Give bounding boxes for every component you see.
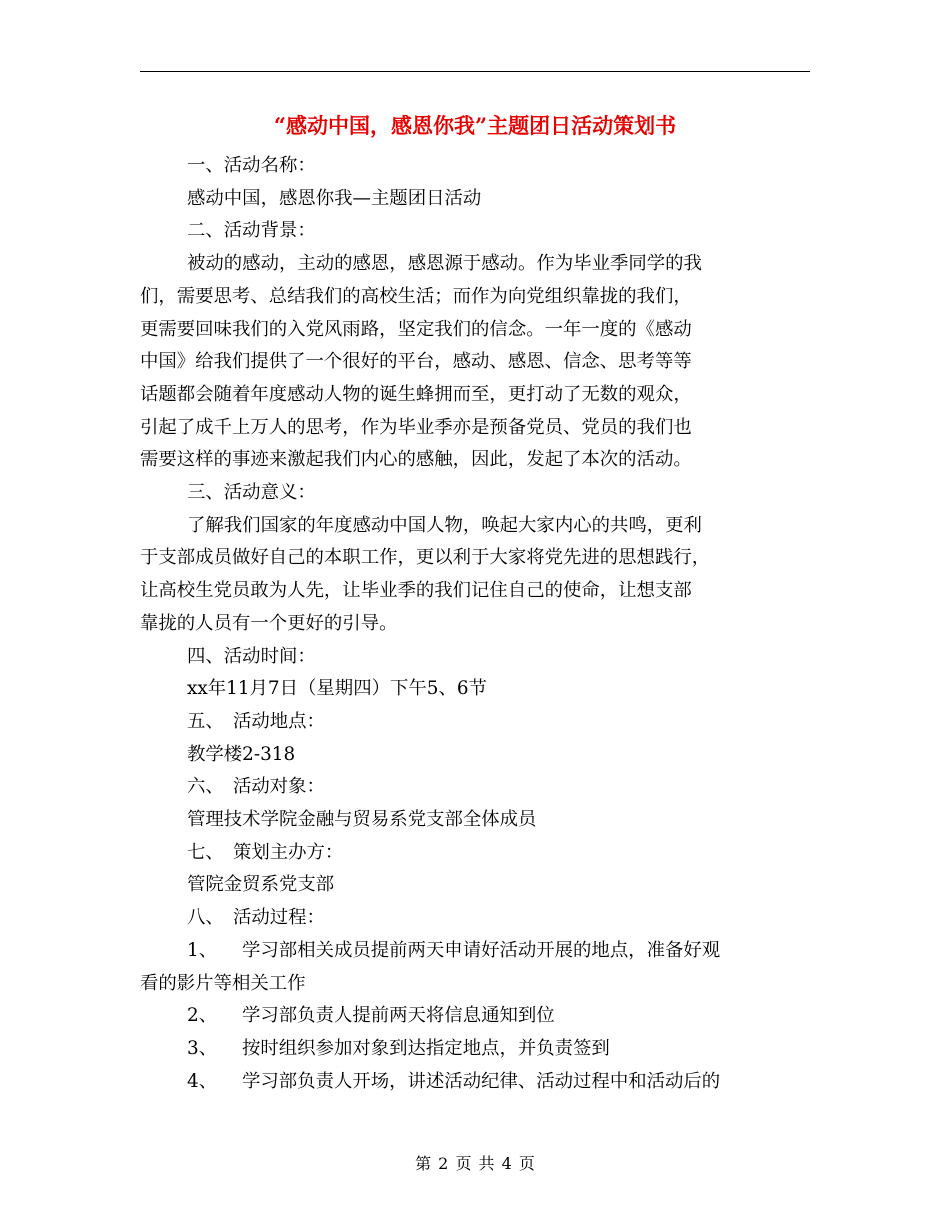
section-heading-audience: 六、 活动对象：	[187, 776, 325, 798]
paragraph-line: 让高校生党员敢为人先，让毕业季的我们记住自己的使命，让想支部	[140, 580, 692, 602]
paragraph-line: 靠拢的人员有一个更好的引导。	[140, 612, 398, 634]
section-heading-time: 四、活动时间：	[187, 645, 316, 667]
paragraph-line: 更需要回味我们的入党风雨路，坚定我们的信念。一年一度的《感动	[140, 318, 692, 340]
paragraph-line: 于支部成员做好自己的本职工作，更以利于大家将党先进的思想践行，	[140, 547, 711, 569]
step-item	[140, 1066, 820, 1099]
paragraph-line: 话题都会随着年度感动人物的诞生蜂拥而至，更打动了无数的观众，	[140, 383, 692, 405]
section-heading-process: 八、 活动过程：	[187, 907, 325, 929]
step-text: 学习部负责人开场，讲述活动纪律、活动过程中和活动后的	[242, 1070, 721, 1092]
step-text: 学习部负责人提前两天将信息通知到位	[242, 1005, 555, 1027]
section-heading-significance: 三、活动意义：	[187, 482, 316, 504]
section-heading-location: 五、 活动地点：	[187, 710, 325, 732]
paragraph-line: 中国》给我们提供了一个很好的平台，感动、感恩、信念、思考等等	[140, 351, 692, 373]
document-body	[140, 150, 820, 1098]
step-text: 按时组织参加对象到达指定地点，并负责签到	[242, 1037, 610, 1059]
step-item	[140, 1000, 820, 1033]
step-number: 1、	[187, 939, 218, 961]
section-text-location: 教学楼2-318	[187, 743, 296, 765]
section-text-audience: 管理技术学院金融与贸易系党支部全体成员	[187, 809, 537, 831]
page-number: 第 2 页 共 4 页	[415, 1154, 535, 1173]
paragraph-line: 被动的感动，主动的感恩，感恩源于感动。作为毕业季同学的我	[187, 253, 702, 275]
paragraph-line: 们，需要思考、总结我们的高校生活；而作为向党组织靠拢的我们，	[140, 285, 692, 307]
step-item	[140, 935, 820, 968]
document-title: “感动中国，感恩你我”主题团日活动策划书	[273, 113, 677, 138]
section-text-organizer: 管院金贸系党支部	[187, 874, 335, 896]
section-heading-name: 一、活动名称：	[187, 155, 316, 176]
paragraph-line: 需要这样的事迹来激起我们内心的感触，因此，发起了本次的活动。	[140, 449, 692, 471]
step-text: 学习部相关成员提前两天申请好活动开展的地点，准备好观	[242, 939, 721, 961]
section-heading-organizer: 七、 策划主办方：	[187, 841, 344, 863]
step-continuation: 看的影片等相关工作	[140, 972, 306, 994]
step-number: 4、	[187, 1070, 218, 1092]
section-text-time: xx年11月7日（星期四）下午5、6节	[187, 678, 487, 700]
section-heading-background: 二、活动背景：	[187, 220, 316, 242]
paragraph-line: 了解我们国家的年度感动中国人物，唤起大家内心的共鸣，更利	[187, 514, 702, 536]
section-text-name: 感动中国，感恩你我—主题团日活动	[187, 187, 482, 209]
header-rule	[140, 71, 810, 72]
step-number: 2、	[187, 1005, 218, 1027]
step-number: 3、	[187, 1037, 218, 1059]
step-item	[140, 1033, 820, 1066]
paragraph-line: 引起了成千上万人的思考，作为毕业季亦是预备党员、党员的我们也	[140, 416, 692, 438]
